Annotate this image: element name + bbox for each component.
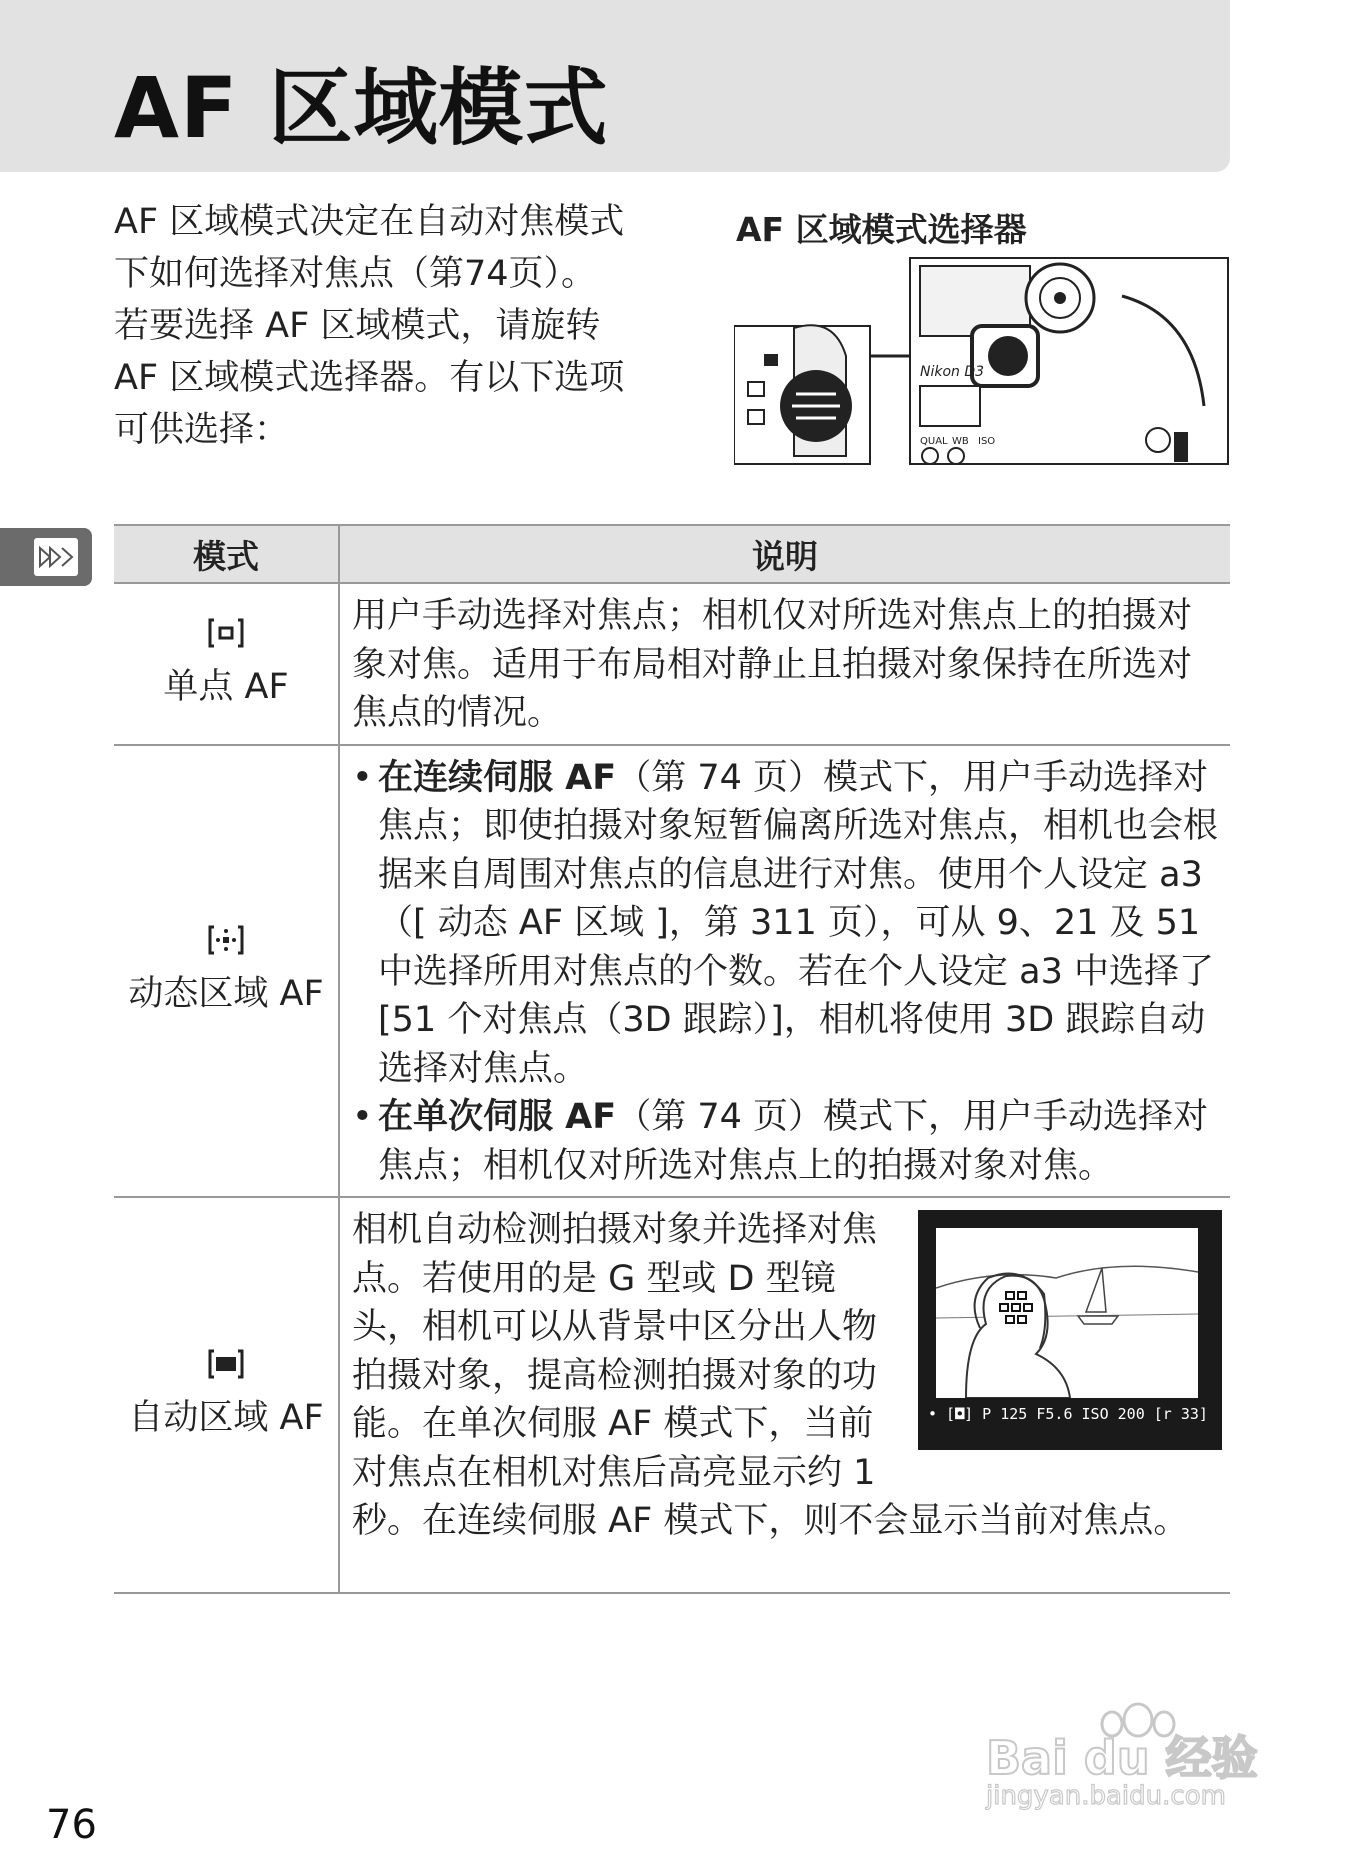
intro-line: 若要选择 AF 区域模式，请旋转 [114, 306, 601, 346]
section-tab[interactable] [0, 528, 92, 586]
table-row [114, 583, 1230, 745]
description-cell [339, 583, 1230, 745]
camera-selector-illustration [734, 256, 1230, 466]
camera-brand-label: Nikon D3 [920, 364, 985, 380]
intro-line: 可供选择： [114, 410, 290, 450]
camera-qual-label: QUAL [920, 436, 948, 447]
dynamic-area-af-icon [115, 923, 337, 963]
selector-label: AF 区域模式选择器 [736, 210, 1027, 249]
watermark-url: jingyan.baidu.com [986, 1781, 1226, 1810]
table-row [114, 745, 1230, 1198]
intro-line: AF 区域模式决定在自动对焦模式 [114, 202, 625, 242]
description-cell [339, 745, 1230, 1198]
description-text: 用户手动选择对焦点；相机仅对所选对焦点上的拍摄对象对焦。适用于布局相对静止且拍摄对象保持在所选对焦点的情况。 [352, 596, 1193, 733]
page-number: 76 [46, 1802, 97, 1848]
mode-name: 动态区域 AF [128, 973, 324, 1014]
baidu-watermark [978, 1690, 1298, 1810]
header-description: 说明 [339, 525, 1230, 583]
camera-wb-label: WB [952, 436, 969, 447]
bullet-bold-lead: 在连续伺服 AF [378, 757, 617, 798]
mode-cell [114, 583, 339, 745]
description-cell [339, 1197, 1230, 1593]
bullet-dot: • [352, 757, 373, 798]
bullet-text: （第 74 页）模式下，用户手动选择对焦点；即使拍摄对象短暂偏离所选对焦点，相机也会根据来自周围对焦点的信息进行对焦。使用个人设定 a3（[ 动态 AF 区域 ]，第 311 页），可从 9、21 及 51 中选择所用对焦点的个数。若在个人设定 a3 中选择了 [51 个对焦点（3D 跟踪）]，相机将使用 3D 跟踪自动选择对焦点。 [378, 757, 1219, 1089]
bullet-item [352, 1093, 1222, 1190]
watermark-brand: Bai du 经验 [986, 1731, 1258, 1785]
mode-name: 单点 AF [163, 666, 289, 707]
page-title: AF 区域模式 [114, 59, 609, 157]
intro-paragraph [114, 196, 714, 456]
bullet-item [352, 754, 1222, 1094]
table-row [114, 1197, 1230, 1593]
header-mode: 模式 [114, 525, 339, 583]
viewfinder-readout: • [◘] P 125 F5.6 ISO 200 [r 33] [928, 1404, 1208, 1423]
camera-iso-label: ISO [978, 436, 996, 447]
auto-area-af-icon [115, 1347, 337, 1387]
mode-cell [114, 1197, 339, 1593]
af-area-mode-table [114, 524, 1230, 1594]
viewfinder-scene [936, 1228, 1198, 1398]
bullet-bold-lead: 在单次伺服 AF [378, 1097, 617, 1137]
mode-name: 自动区域 AF [128, 1398, 324, 1438]
intro-line: AF 区域模式选择器。有以下选项 [114, 358, 625, 398]
title-bar [0, 0, 1230, 172]
viewfinder-illustration [918, 1210, 1222, 1450]
bullet-text: （第 74 页）模式下，用户手动选择对焦点；相机仅对所选对焦点上的拍摄对象对焦。 [378, 1097, 1208, 1186]
intro-line: 下如何选择对焦点（第74页）。 [114, 254, 597, 294]
playback-section-icon [34, 538, 78, 576]
mode-cell [114, 745, 339, 1198]
bullet-dot: • [352, 1097, 373, 1137]
description-text: 相机自动检测拍摄对象并选择对焦点。若使用的是 G 型或 D 型镜头，相机可以从背景中区分出人物拍摄对象，提高检测拍摄对象的功能。在单次伺服 AF 模式下，当前对焦点在相机对焦后高亮显示约 1 秒。在连续伺服 AF 模式下，则不会显示当前对焦点。 [352, 1210, 1189, 1541]
single-point-af-icon [115, 616, 337, 656]
